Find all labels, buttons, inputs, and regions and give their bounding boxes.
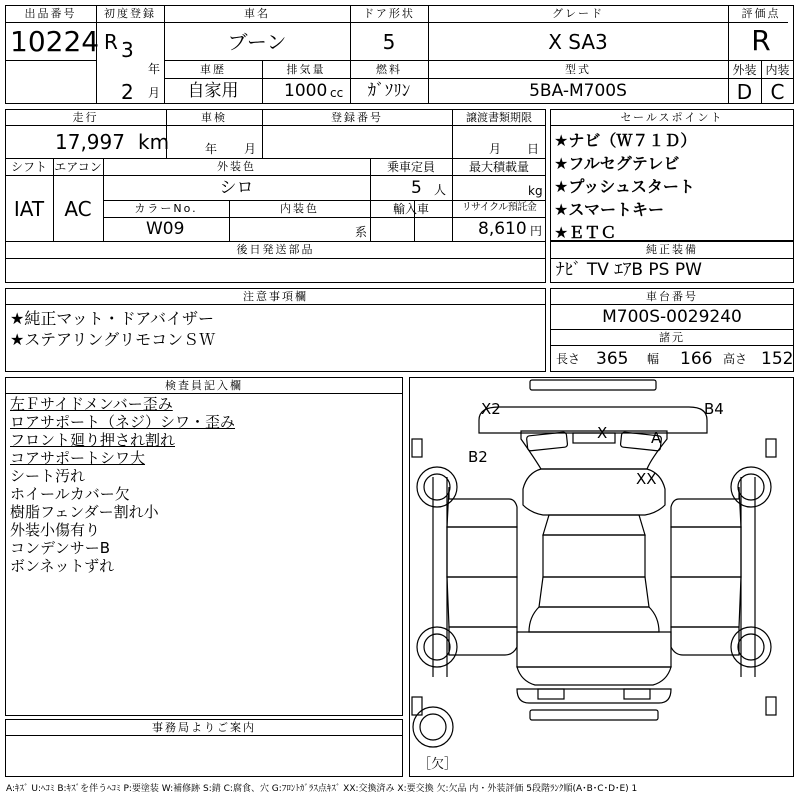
transfer-day-unit: 日	[527, 142, 540, 156]
inspector-item: ボンネットずれ	[10, 557, 115, 575]
inspector-item: コアサポートシワ大	[10, 449, 146, 467]
width-label: 幅	[647, 352, 660, 366]
genuine-equipment-value: ﾅﾋﾞ TV ｴｱB PS PW	[556, 260, 702, 280]
recycle-label: リサイクル預託金	[461, 202, 537, 213]
year-unit: 年	[148, 62, 161, 76]
legend-footer: A:ｷｽﾞ U:ﾍｺﾐ B:ｷｽﾞを伴うﾍｺﾐ P:要塗装 W:補修跡 S:錆 C:腐食、穴 G:ﾌﾛﾝﾄｶﾞﾗｽ点ｷｽﾞ XX:交換済み X:要交換 欠:欠品 内・外装評価 5段階ﾗﾝｸ順(A･B･C･D･E) 1	[6, 784, 638, 794]
recycle-unit: 円	[530, 224, 543, 238]
inspector-label: 検査員記入欄	[165, 379, 243, 392]
shift-label: シフト	[10, 160, 47, 174]
history-label: 車歴	[200, 63, 226, 76]
note-item: ★純正マット・ドアバイザー	[10, 309, 214, 328]
inspector-item: ロアサポート（ネジ）シワ・歪み	[10, 413, 236, 431]
sales-point-item: ★ＥＴＣ	[554, 223, 617, 242]
ext-color-value: シロ	[219, 178, 254, 198]
sales-points-list	[554, 129, 696, 244]
model-code-value: 5BA-M700S	[529, 81, 627, 101]
doors-label: ドア形状	[363, 7, 415, 20]
fuel-label: 燃料	[376, 63, 402, 76]
first-reg-era: R	[104, 30, 118, 54]
shift-value: IAT	[13, 197, 45, 221]
inspection-year-unit: 年	[205, 142, 218, 156]
exterior-grade: D	[736, 80, 753, 104]
first-reg-label: 初度登録	[104, 7, 156, 20]
length-label: 長さ	[556, 352, 581, 366]
int-color-unit: 系	[355, 225, 368, 239]
grade-label: グレード	[552, 7, 604, 20]
inspector-item: ホイールカバー欠	[10, 485, 130, 503]
width-value: 166	[680, 349, 713, 369]
inspector-item: 樹脂フェンダー割れ小	[10, 503, 159, 521]
import-label: 輸入車	[392, 202, 429, 216]
displacement-value: 1000	[284, 81, 328, 101]
interior-label: 内装	[765, 63, 790, 77]
displacement-label: 排気量	[286, 63, 326, 76]
first-reg-year: 3	[121, 38, 134, 62]
score-value: R	[751, 24, 771, 57]
inspector-item: シート汚れ	[10, 467, 86, 485]
fuel-value: ｶﾞｿﾘﾝ	[367, 81, 411, 101]
note-item: ★ステアリングリモコンＳＷ	[10, 330, 216, 349]
sales-points-label: セールスポイント	[620, 111, 724, 124]
lot-no: 10224	[10, 25, 100, 58]
car-name-label: 車名	[244, 7, 270, 20]
interior-grade: C	[770, 80, 785, 104]
sales-point-item: ★ナビ（Ｗ７１Ｄ）	[554, 131, 697, 150]
mileage-unit: km	[138, 130, 170, 154]
color-no-value: W09	[146, 219, 185, 239]
ext-color-label: 外装色	[217, 160, 256, 173]
height-label: 高さ	[723, 352, 748, 366]
capacity-value: 5	[411, 178, 422, 198]
mark-b2: B2	[468, 448, 488, 466]
displacement-unit: cc	[330, 86, 344, 100]
length-value: 365	[596, 349, 629, 369]
transfer-label: 譲渡書類期限	[466, 111, 532, 124]
mileage-label: 走行	[72, 111, 99, 124]
score-label: 評価点	[741, 7, 781, 20]
exterior-label: 外装	[732, 63, 757, 77]
notes-label: 注意事項欄	[243, 290, 308, 303]
reg-no-label: 登録番号	[331, 111, 383, 124]
month-unit: 月	[148, 86, 161, 100]
sales-point-item: ★プッシュスタート	[554, 177, 695, 196]
inspector-list	[10, 395, 235, 575]
mark-x: X	[597, 424, 608, 442]
sales-point-item: ★フルセグテレビ	[554, 154, 680, 173]
history-value: 自家用	[187, 81, 239, 101]
ac-value: AC	[64, 197, 92, 221]
transfer-month-unit: 月	[489, 142, 502, 156]
chassis-value: M700S-0029240	[602, 307, 742, 327]
inspection-label: 車検	[201, 111, 227, 124]
max-load-label: 最大積載量	[468, 160, 529, 174]
color-no-label: カラーNo.	[134, 202, 198, 215]
car-name: ブーン	[227, 30, 287, 54]
mileage-value: 17,997	[55, 130, 125, 154]
chassis-label: 車台番号	[646, 290, 698, 303]
mark-xx: XX	[636, 470, 657, 488]
missing-label: ［欠］	[418, 757, 458, 772]
int-color-label: 内装色	[280, 202, 319, 215]
notes-list	[10, 308, 215, 350]
inspection-month-unit: 月	[244, 142, 257, 156]
office-label: 事務局よりご案内	[152, 721, 256, 734]
doors-value: 5	[382, 30, 396, 54]
later-parts-label: 後日発送部品	[236, 243, 315, 256]
ac-label: エアコン	[54, 160, 102, 174]
inspector-item: コンデンサーB	[10, 539, 110, 557]
mark-a: A	[651, 429, 662, 447]
recycle-value: 8,610	[478, 219, 527, 239]
capacity-label: 乗車定員	[386, 160, 435, 174]
mark-x2: X2	[481, 400, 501, 418]
mark-b4: B4	[704, 400, 724, 418]
max-load-unit: kg	[528, 184, 543, 198]
lot-no-label: 出品番号	[24, 7, 77, 20]
model-code-label: 型式	[565, 63, 591, 76]
dimensions-label: 諸元	[659, 331, 685, 344]
height-value: 152	[761, 349, 794, 369]
grade-value: X SA3	[548, 30, 608, 54]
inspector-item: フロント廻り押され割れ	[10, 431, 176, 449]
sales-point-item: ★スマートキー	[554, 200, 665, 219]
inspector-item: 左Ｆサイドメンバー歪み	[10, 395, 173, 413]
inspector-item: 外装小傷有り	[10, 521, 101, 539]
capacity-unit: 人	[434, 183, 447, 197]
first-reg-month: 2	[121, 80, 134, 104]
genuine-equipment-label: 純正装備	[646, 243, 698, 256]
